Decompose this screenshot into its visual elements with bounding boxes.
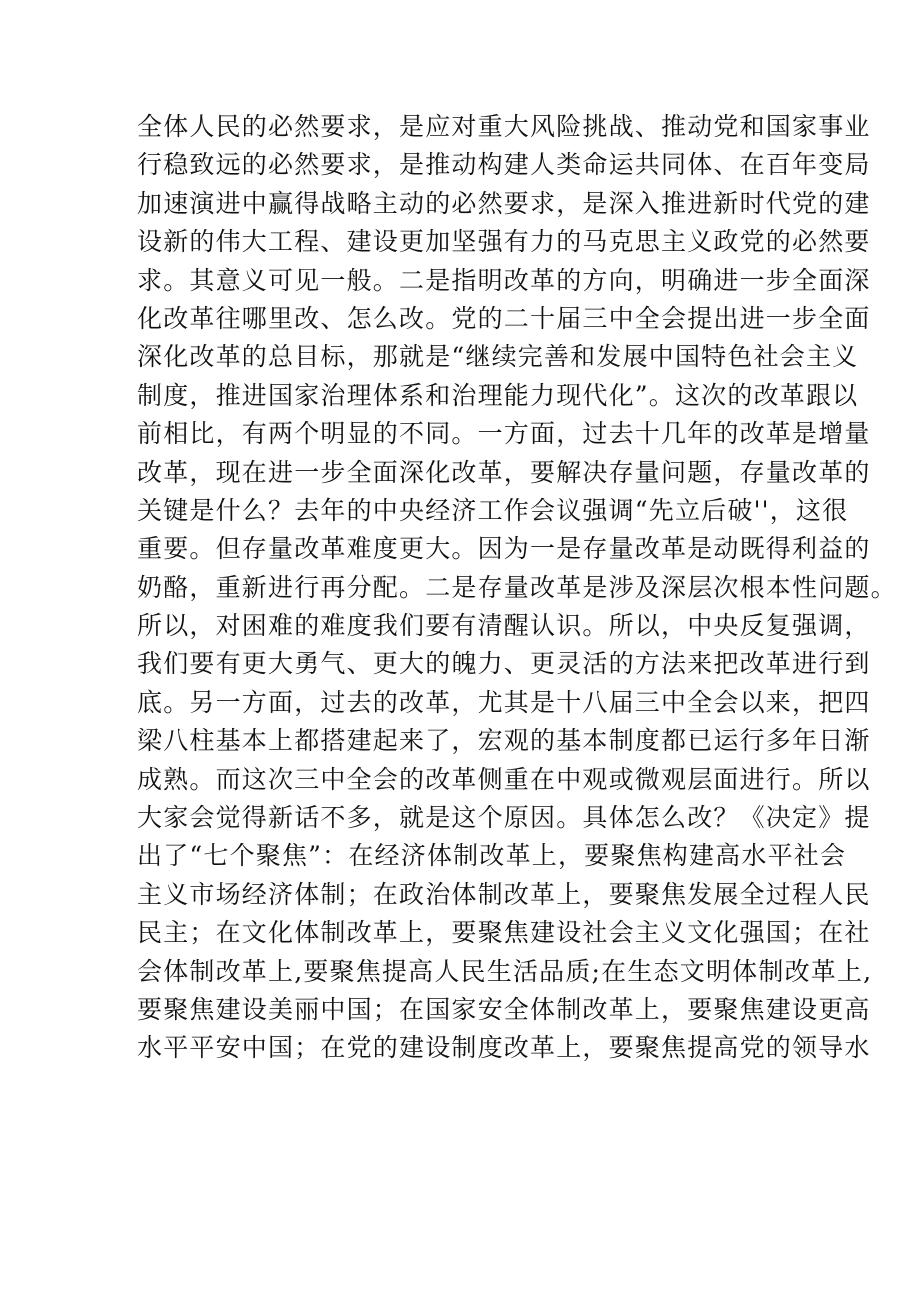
body-text	[137, 108, 897, 1068]
text-line: 前相比，有两个明显的不同。一方面，过去十几年的改革是增量	[137, 419, 871, 449]
text-line: 奶酪，重新进行再分配。二是存量改革是涉及深层次根本性问题。	[137, 572, 897, 602]
text-line: 所以，对困难的难度我们要有清醒认识。所以，中央反复强调，	[137, 611, 871, 641]
text-line: 改革，现在进一步全面深化改革，要解决存量问题，存量改革的	[137, 457, 871, 487]
text-line: 大家会觉得新话不多，就是这个原因。具体怎么改？《决定》提	[137, 803, 871, 833]
text-line: 要聚焦建设美丽中国；在国家安全体制改革上，要聚焦建设更高	[137, 994, 871, 1024]
text-line: 化改革往哪里改、怎么改。党的二十届三中全会提出进一步全面	[137, 303, 871, 333]
text-line: 出了“七个聚焦”：在经济体制改革上，要聚焦构建高水平社会	[137, 841, 847, 871]
text-line: 求。其意义可见一般。二是指明改革的方向，明确进一步全面深	[137, 265, 871, 295]
text-line: 深化改革的总目标，那就是“继续完善和发展中国特色社会主义	[137, 342, 859, 372]
text-line: 设新的伟大工程、建设更加坚强有力的马克思主义政党的必然要	[137, 227, 871, 257]
text-line: 水平平安中国；在党的建设制度改革上，要聚焦提高党的领导水	[137, 1033, 871, 1063]
text-line: 成熟。而这次三中全会的改革侧重在中观或微观层面进行。所以	[137, 764, 871, 794]
text-line: 关键是什么？去年的中央经济工作会议强调“先立后破''，这很	[137, 495, 849, 525]
text-line: 主义市场经济体制；在政治体制改革上，要聚焦发展全过程人民	[137, 879, 871, 909]
text-line: 民主；在文化体制改革上，要聚焦建设社会主义文化强国；在社	[137, 918, 871, 948]
text-line: 底。另一方面，过去的改革，尤其是十八届三中全会以来，把四	[137, 687, 871, 717]
text-line: 会体制改革上,要聚焦提高人民生活品质;在生态文明体制改革上,	[137, 956, 873, 986]
text-line: 重要。但存量改革难度更大。因为一是存量改革是动既得利益的	[137, 534, 871, 564]
text-line: 梁八柱基本上都搭建起来了，宏观的基本制度都已运行多年日渐	[137, 726, 871, 756]
text-line: 制度，推进国家治理体系和治理能力现代化”。这次的改革跟以	[137, 380, 859, 410]
text-line: 加速演进中赢得战略主动的必然要求，是深入推进新时代党的建	[137, 188, 871, 218]
text-line: 全体人民的必然要求，是应对重大风险挑战、推动党和国家事业	[137, 112, 871, 141]
text-line: 行稳致远的必然要求，是推动构建人类命运共同体、在百年变局	[137, 150, 871, 180]
text-line: 我们要有更大勇气、更大的魄力、更灵活的方法来把改革进行到	[137, 649, 871, 679]
